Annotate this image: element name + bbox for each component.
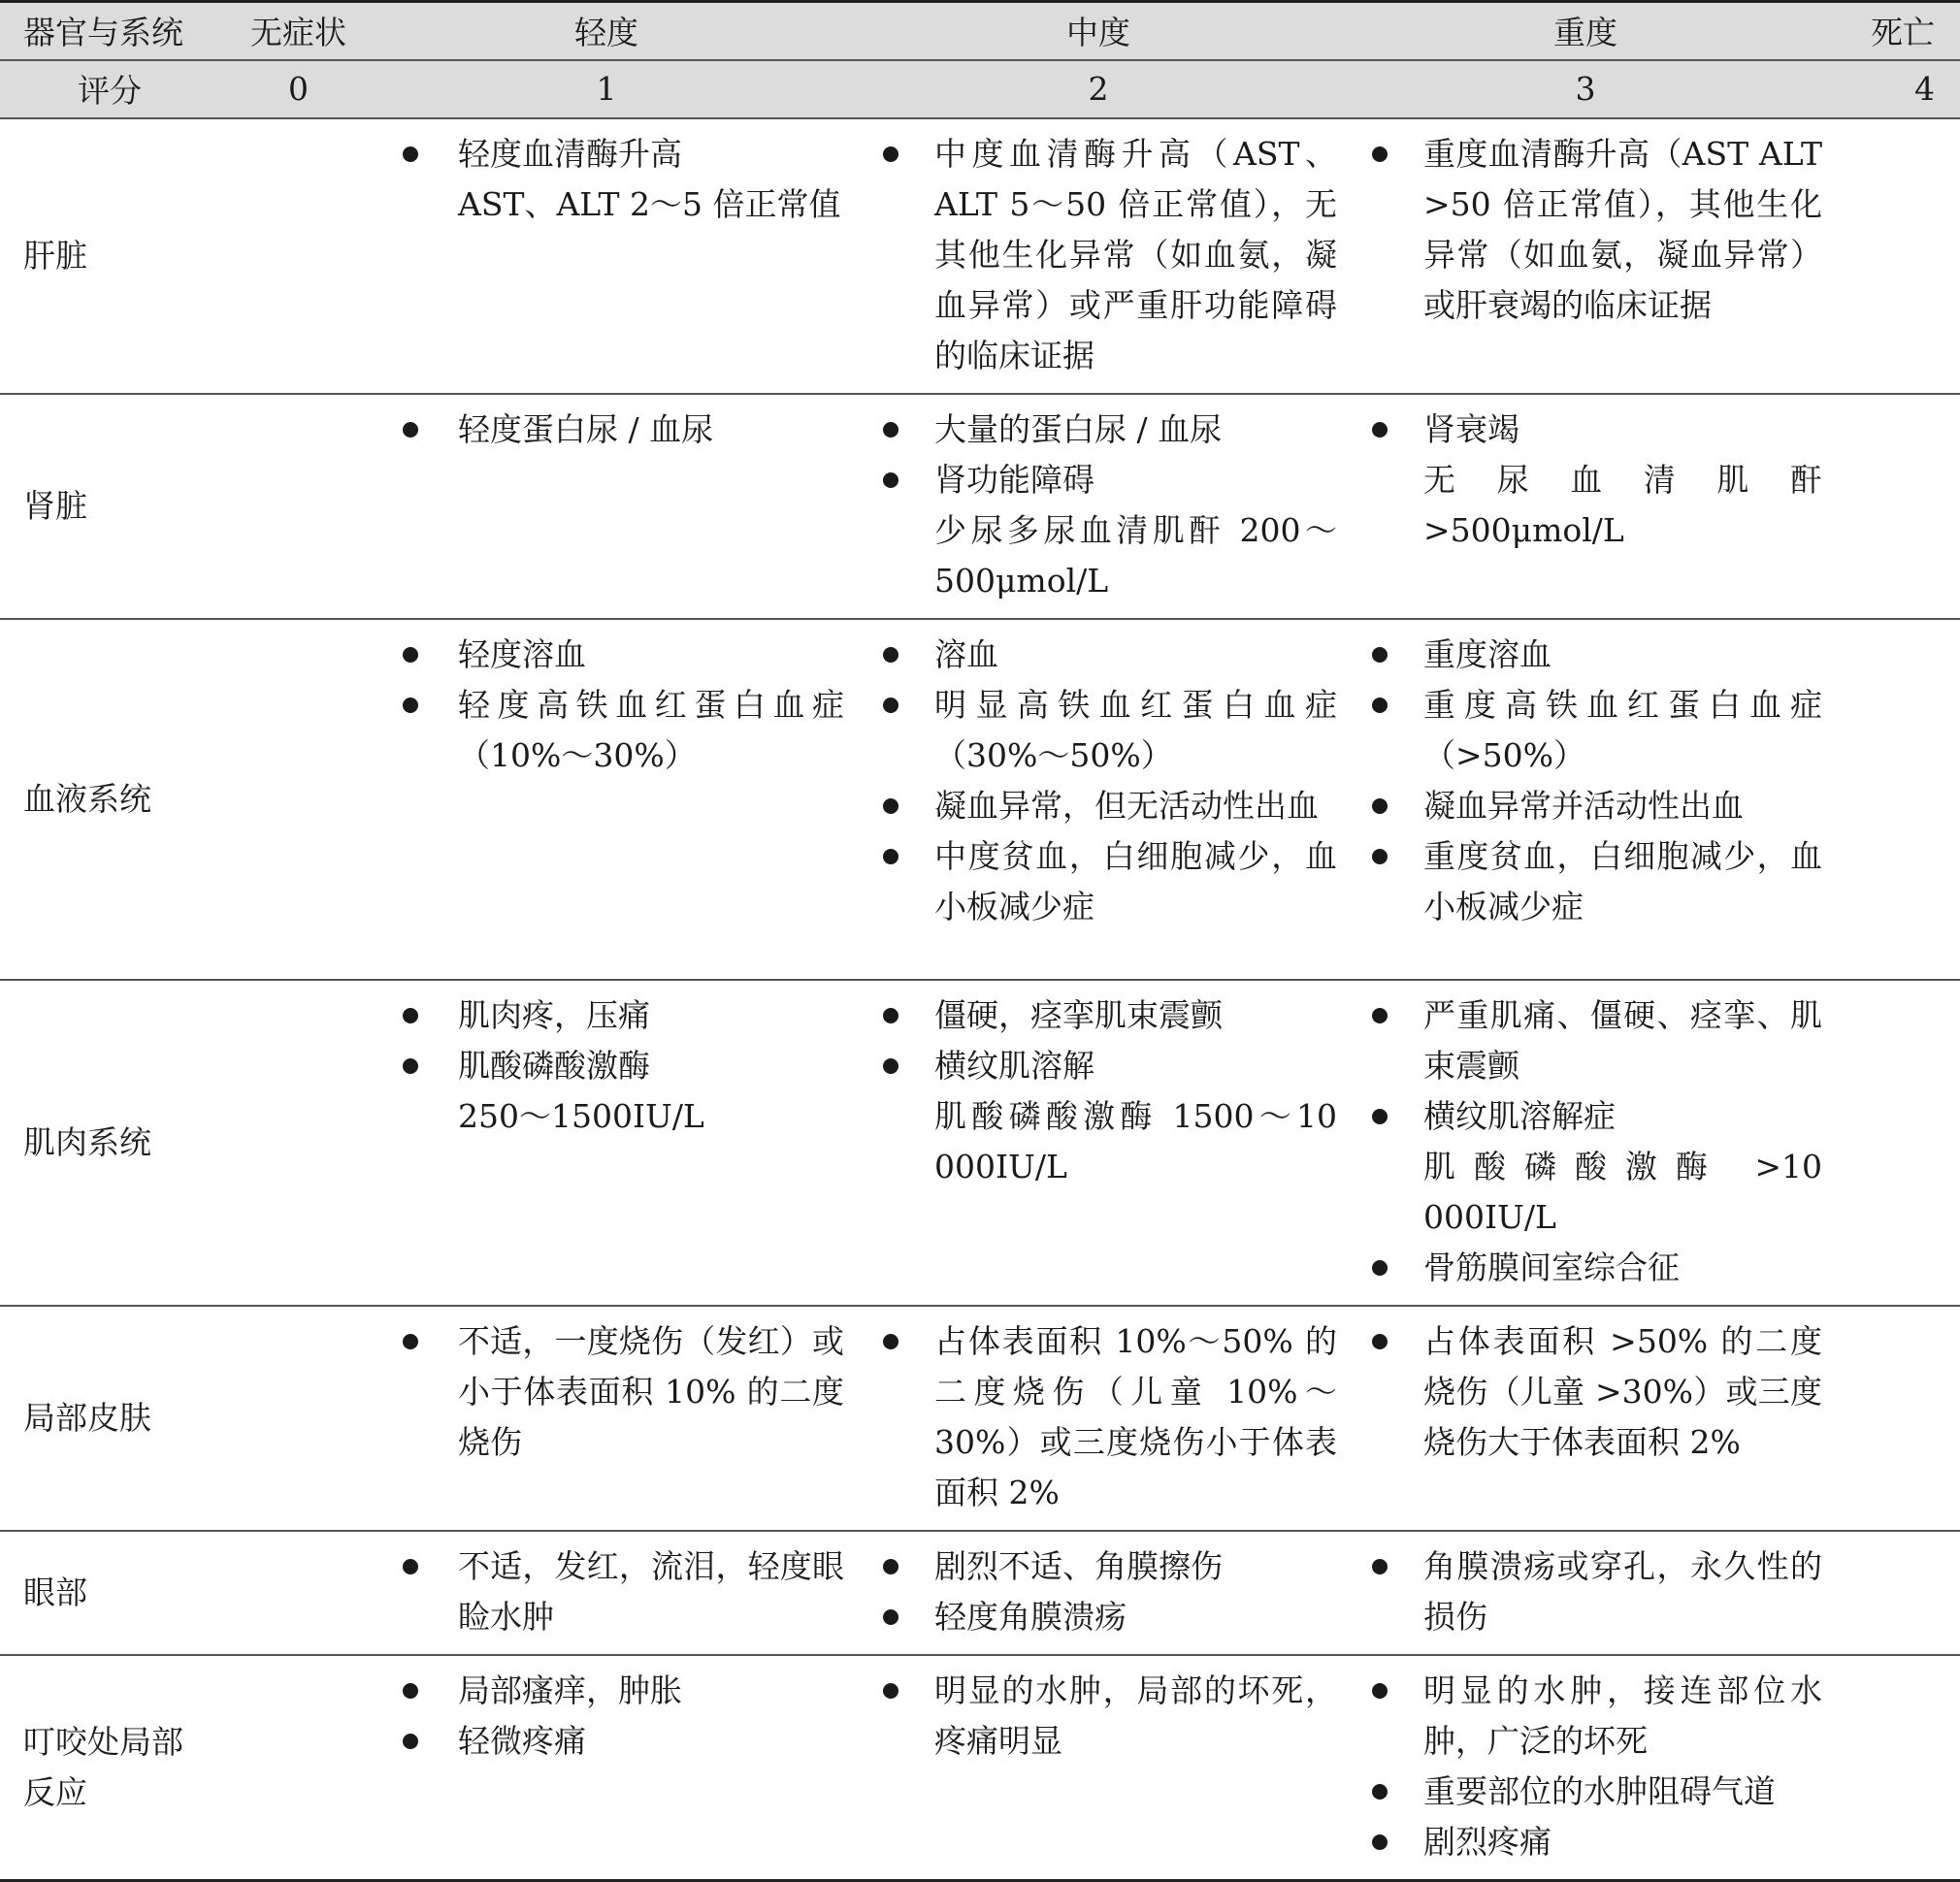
mild-list — [359, 1307, 854, 1479]
none-cell — [238, 619, 359, 980]
organ-cell — [0, 1306, 238, 1531]
organ-label: 肌肉系统 — [23, 1122, 151, 1161]
continuation-line: 肌酸磷酸激酶 1500～10 000IU/L — [934, 1096, 1337, 1185]
organ-cell — [0, 980, 238, 1306]
moderate-cell — [854, 980, 1343, 1306]
bullet-item: 严重肌痛、僵硬、痉挛、肌束震颤 — [1343, 990, 1828, 1091]
score-mild: 1 — [359, 60, 854, 118]
bullet-item: 重度高铁血红蛋白血症（>50%） — [1343, 680, 1828, 781]
bullet-item: 占体表面积 10%～50% 的二度烧伤（儿童 10%～30%）或三度烧伤小于体表面积 2% — [854, 1316, 1343, 1518]
severe-list — [1343, 1532, 1828, 1654]
bullet-item: 溶血 — [854, 630, 1343, 680]
continuation-line: 无尿血清肌酐 >500μmol/L — [1423, 460, 1822, 549]
bullet-item: 横纹肌溶解症 — [1343, 1091, 1828, 1142]
table-row — [0, 394, 1960, 619]
mild-list — [359, 981, 854, 1153]
severe-list — [1343, 1307, 1828, 1479]
table-row — [0, 118, 1960, 394]
organ-cell — [0, 394, 238, 619]
bullet-item: 肾功能障碍 — [854, 455, 1343, 505]
bullet-item: 重度贫血，白细胞减少，血小板减少症 — [1343, 831, 1828, 932]
score-row — [0, 60, 1960, 118]
bullet-item: 轻度血清酶升高 — [359, 129, 854, 179]
death-cell — [1828, 394, 1960, 619]
death-cell — [1828, 1306, 1960, 1531]
bullet-item: 剧烈不适、角膜擦伤 — [854, 1541, 1343, 1592]
severe-cell — [1343, 1306, 1828, 1531]
severe-list — [1343, 1656, 1828, 1879]
moderate-list — [854, 395, 1343, 618]
score-label: 评分 — [0, 60, 238, 118]
moderate-list — [854, 981, 1343, 1204]
header-mild: 轻度 — [359, 2, 854, 60]
continuation-line: AST、ALT 2～5 倍正常值 — [458, 184, 841, 223]
mild-list — [359, 395, 854, 467]
moderate-cell — [854, 394, 1343, 619]
organ-cell — [0, 118, 238, 394]
table-row — [0, 1655, 1960, 1881]
bullet-item: 轻微疼痛 — [359, 1716, 854, 1767]
mild-cell — [359, 1306, 854, 1531]
mild-cell — [359, 394, 854, 619]
severe-list — [1343, 395, 1828, 568]
bullet-item: 明显的水肿，接连部位水肿，广泛的坏死 — [1343, 1666, 1828, 1767]
bullet-item: 僵硬，痉挛肌束震颤 — [854, 990, 1343, 1041]
moderate-cell — [854, 1306, 1343, 1531]
bullet-item: 占体表面积 >50% 的二度烧伤（儿童 >30%）或三度烧伤大于体表面积 2% — [1343, 1316, 1828, 1468]
bullet-item: 局部瘙痒，肿胀 — [359, 1666, 854, 1716]
death-cell — [1828, 118, 1960, 394]
bullet-item: 肾衰竭 — [1343, 405, 1828, 455]
bullet-item: 凝血异常，但无活动性出血 — [854, 781, 1343, 831]
table-row — [0, 980, 1960, 1306]
bullet-item: 轻度角膜溃疡 — [854, 1592, 1343, 1642]
organ-label: 肾脏 — [23, 486, 87, 525]
organ-cell — [0, 1531, 238, 1655]
continuation-line: 少尿多尿血清肌酐 200～500μmol/L — [934, 510, 1337, 600]
bullet-item: 横纹肌溶解 — [854, 1041, 1343, 1091]
none-cell — [238, 1531, 359, 1655]
mild-list — [359, 1532, 854, 1654]
mild-cell — [359, 1655, 854, 1881]
bullet-item: 轻度高铁血红蛋白血症（10%～30%） — [359, 680, 854, 781]
bullet-item: 大量的蛋白尿 / 血尿 — [854, 405, 1343, 455]
mild-list — [359, 119, 854, 242]
mild-list — [359, 620, 854, 793]
none-cell — [238, 1655, 359, 1881]
organ-cell — [0, 1655, 238, 1881]
bullet-item: 明显高铁血红蛋白血症（30%～50%） — [854, 680, 1343, 781]
header-moderate: 中度 — [854, 2, 1343, 60]
mild-list — [359, 1656, 854, 1778]
bullet-item: 角膜溃疡或穿孔，永久性的损伤 — [1343, 1541, 1828, 1642]
score-none: 0 — [238, 60, 359, 118]
bullet-item: 重度溶血 — [1343, 630, 1828, 680]
none-cell — [238, 980, 359, 1306]
table-row — [0, 1306, 1960, 1531]
organ-label: 叮咬处局部反应 — [23, 1722, 183, 1811]
death-cell — [1828, 619, 1960, 980]
severe-list — [1343, 620, 1828, 944]
bullet-item: 重要部位的水肿阻碍气道 — [1343, 1767, 1828, 1817]
bullet-item: 明显的水肿，局部的坏死，疼痛明显 — [854, 1666, 1343, 1767]
bullet-item: 肌肉疼，压痛 — [359, 990, 854, 1041]
bullet-item: 剧烈疼痛 — [1343, 1817, 1828, 1867]
bullet-item: 轻度蛋白尿 / 血尿 — [359, 405, 854, 455]
score-severe: 3 — [1343, 60, 1828, 118]
bullet-item: 中度贫血，白细胞减少，血小板减少症 — [854, 831, 1343, 932]
table-row — [0, 619, 1960, 980]
severe-cell — [1343, 619, 1828, 980]
moderate-list — [854, 1307, 1343, 1530]
mild-cell — [359, 619, 854, 980]
bullet-item: 凝血异常并活动性出血 — [1343, 781, 1828, 831]
continuation-line: 250～1500IU/L — [458, 1096, 704, 1135]
organ-cell — [0, 619, 238, 980]
bullet-item: 肌酸磷酸激酶 — [359, 1041, 854, 1091]
organ-label: 局部皮肤 — [23, 1398, 151, 1437]
table-row — [0, 1531, 1960, 1655]
header-severe: 重度 — [1343, 2, 1828, 60]
severe-cell — [1343, 1531, 1828, 1655]
severe-cell — [1343, 980, 1828, 1306]
none-cell — [238, 1306, 359, 1531]
severe-cell — [1343, 1655, 1828, 1881]
table-body — [0, 118, 1960, 1881]
header-organ: 器官与系统 — [0, 2, 238, 60]
moderate-list — [854, 1656, 1343, 1778]
bullet-item: 不适，发红，流泪，轻度眼睑水肿 — [359, 1541, 854, 1642]
organ-label: 血液系统 — [23, 779, 151, 818]
severe-cell — [1343, 118, 1828, 394]
header-none: 无症状 — [238, 2, 359, 60]
mild-cell — [359, 118, 854, 394]
bullet-item: 骨筋膜间室综合征 — [1343, 1243, 1828, 1293]
bullet-item: 重度血清酶升高（AST ALT >50 倍正常值），其他生化异常（如血氨，凝血异常）或肝衰竭的临床证据 — [1343, 129, 1828, 331]
moderate-list — [854, 620, 1343, 944]
severe-cell — [1343, 394, 1828, 619]
moderate-cell — [854, 619, 1343, 980]
death-cell — [1828, 1531, 1960, 1655]
moderate-cell — [854, 118, 1343, 394]
death-cell — [1828, 1655, 1960, 1881]
header-death: 死亡 — [1828, 2, 1960, 60]
severe-list — [1343, 981, 1828, 1305]
score-death: 4 — [1828, 60, 1960, 118]
organ-label: 眼部 — [23, 1573, 87, 1611]
bullet-item: 不适，一度烧伤（发红）或小于体表面积 10% 的二度烧伤 — [359, 1316, 854, 1468]
score-moderate: 2 — [854, 60, 1343, 118]
moderate-cell — [854, 1531, 1343, 1655]
header-row — [0, 2, 1960, 60]
severe-list — [1343, 119, 1828, 342]
mild-cell — [359, 1531, 854, 1655]
bullet-item: 轻度溶血 — [359, 630, 854, 680]
continuation-line: 肌酸磷酸激酶 >10 000IU/L — [1423, 1147, 1822, 1236]
moderate-list — [854, 1532, 1343, 1654]
none-cell — [238, 118, 359, 394]
mild-cell — [359, 980, 854, 1306]
none-cell — [238, 394, 359, 619]
bullet-item: 中度血清酶升高（AST、ALT 5～50 倍正常值），无其他生化异常（如血氨，凝血异常）或严重肝功能障碍的临床证据 — [854, 129, 1343, 381]
moderate-cell — [854, 1655, 1343, 1881]
organ-label: 肝脏 — [23, 236, 87, 275]
moderate-list — [854, 119, 1343, 393]
death-cell — [1828, 980, 1960, 1306]
